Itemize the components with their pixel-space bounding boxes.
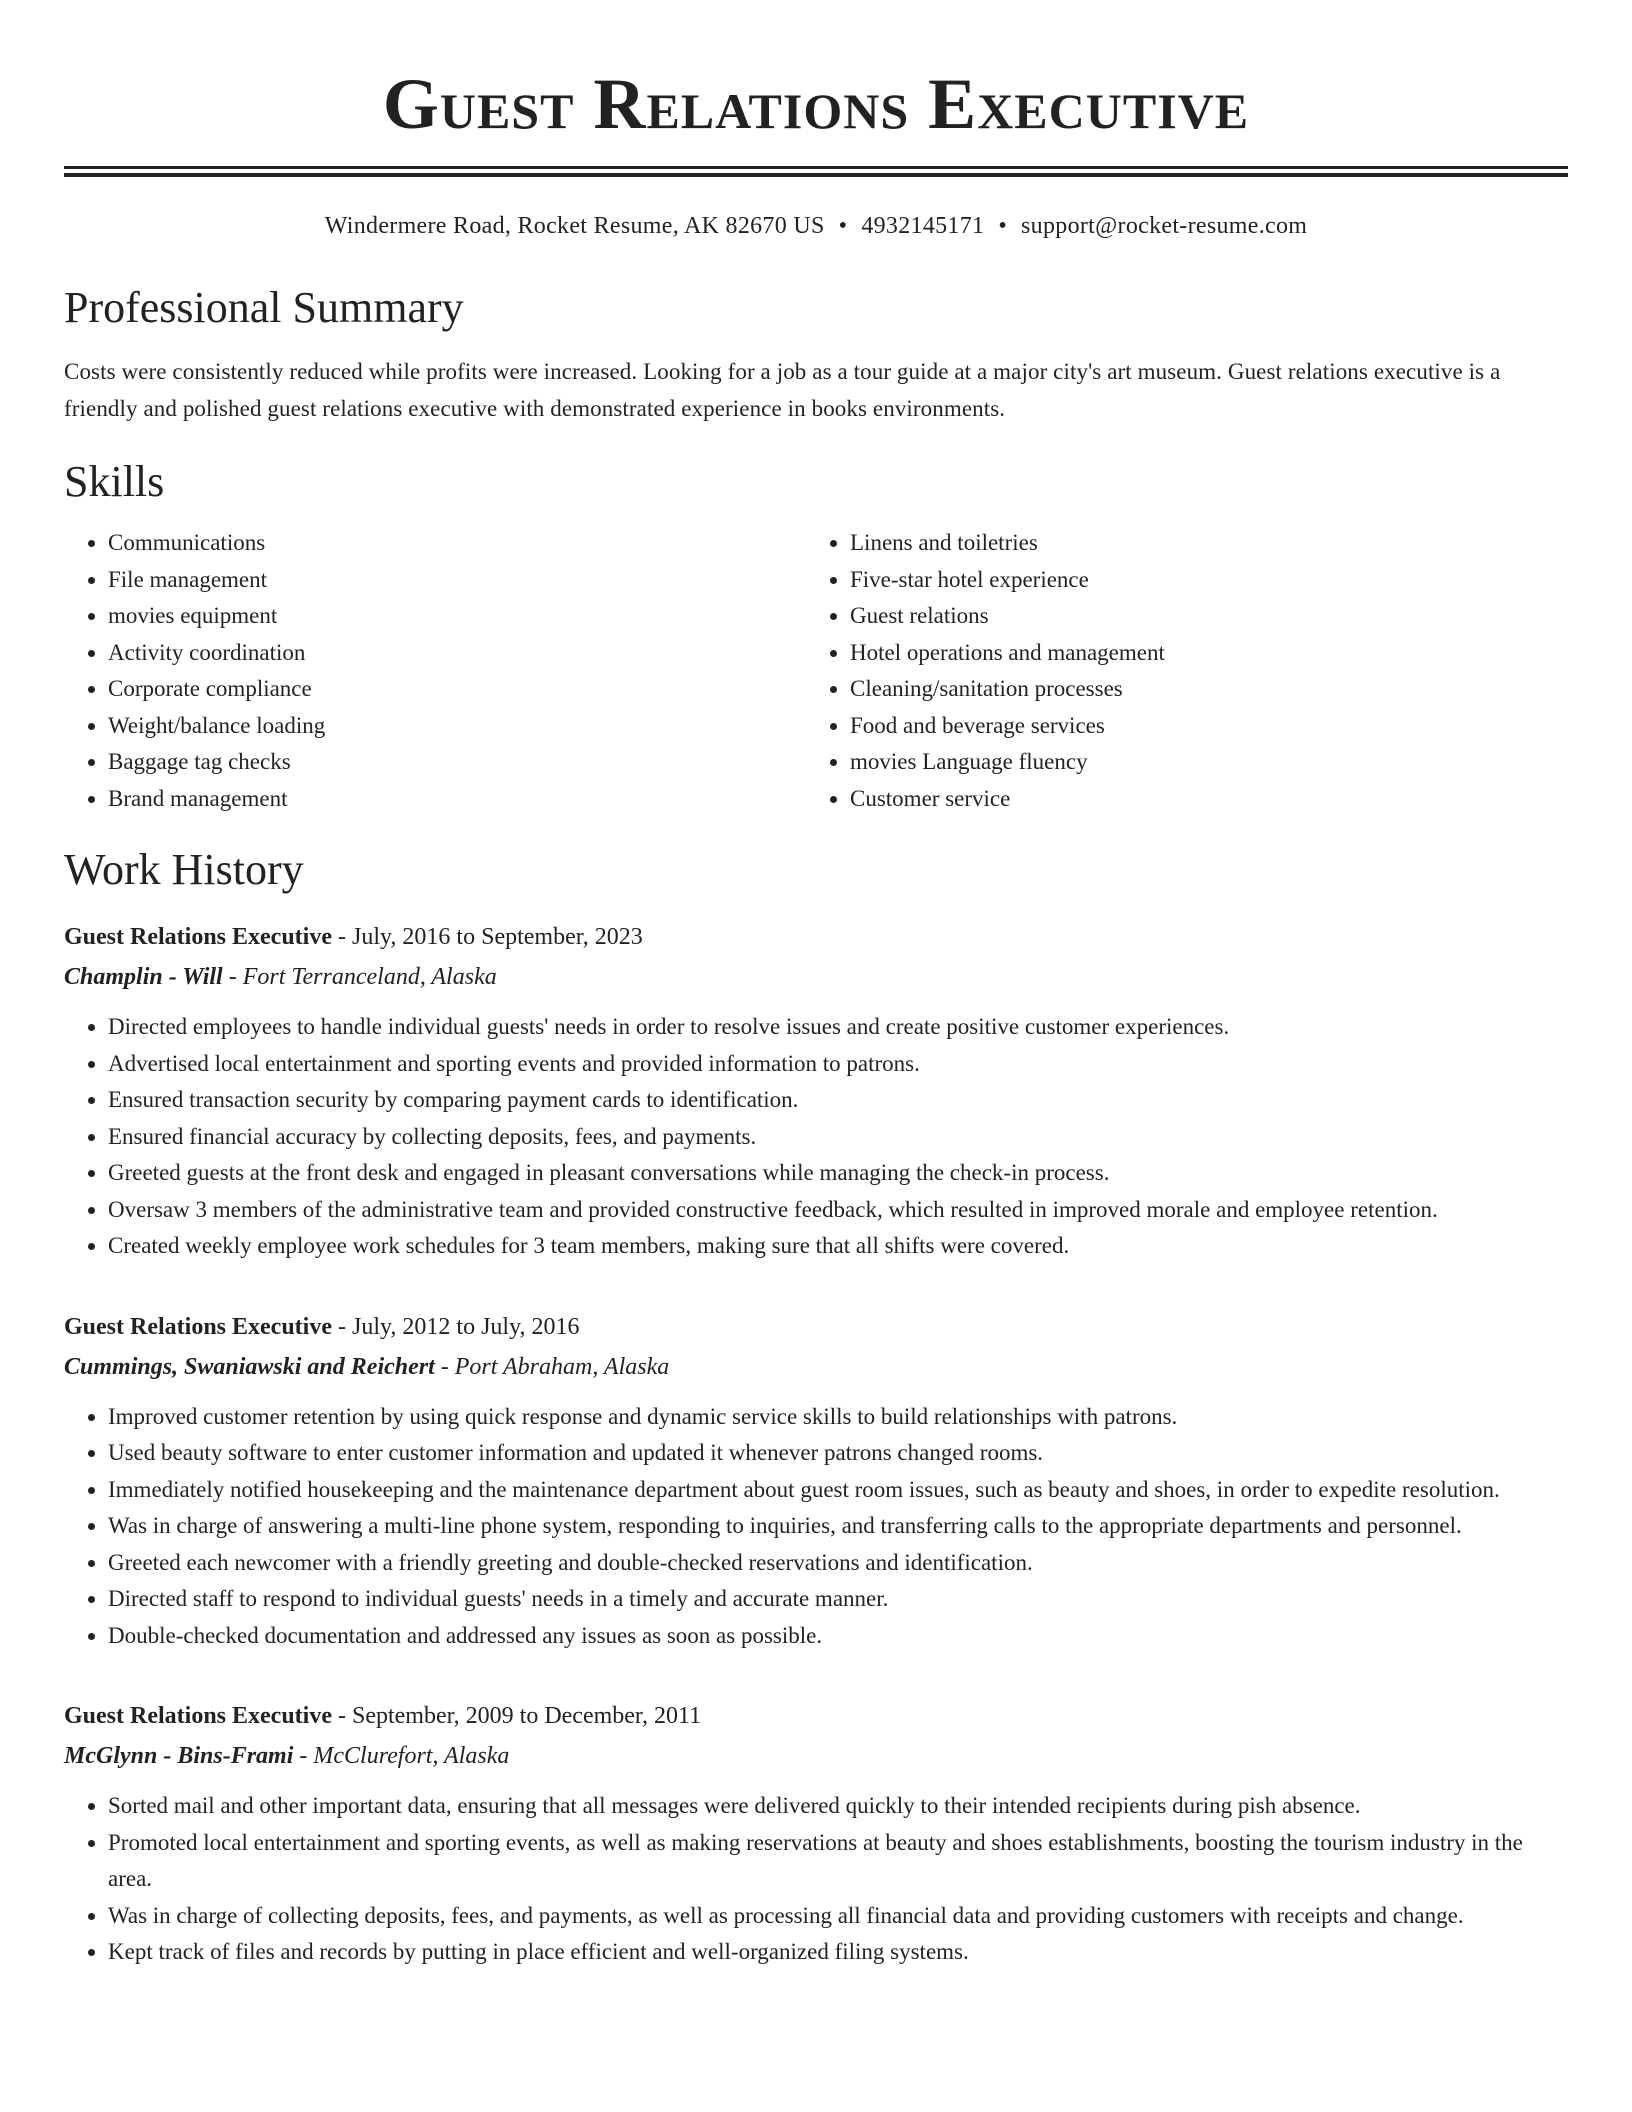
- job-company: Champlin - Will: [64, 964, 223, 990]
- job-duty: • Immediately notified housekeeping and the maintenance department about guest room issues, such as beauty and shoes, in order to expedite resolution.: [108, 1472, 1568, 1509]
- job-duty: • Created weekly employee work schedules for 3 team members, making sure that all shifts were covered.: [108, 1228, 1568, 1265]
- summary-text: Costs were consistently reduced while profits were increased. Looking for a job as a tour guide at a major city's art museum. Guest relations executive is a friendly and polished guest relations executive with demonstrated experience in books environments.: [64, 359, 1501, 421]
- job-dates: - July, 2016 to September, 2023: [331, 924, 643, 950]
- job-employer: [64, 957, 1568, 997]
- job-company: Cummings, Swaniawski and Reichert: [64, 1353, 435, 1380]
- skill-item: • Corporate compliance: [108, 671, 806, 708]
- skills-list-right: [806, 525, 1568, 817]
- skill-item: • Customer service: [850, 781, 1568, 818]
- job-duty: • Greeted guests at the front desk and engaged in pleasant conversations while managing the check-in process.: [108, 1155, 1568, 1192]
- job-duties: [64, 1009, 1568, 1265]
- job-duty: • Sorted mail and other important data, ensuring that all messages were delivered quickly to their intended recipients during pish absence.: [108, 1788, 1568, 1825]
- job-dates: - July, 2012 to July, 2016: [331, 1313, 580, 1340]
- skills-heading: Skills: [64, 457, 165, 506]
- job-duty: • Promoted local entertainment and sporting events, as well as making reservations at beauty and shoes establishments, boosting the tourism industry in the area.: [108, 1825, 1568, 1898]
- job-employer: [64, 1736, 1568, 1776]
- resume-name: Guest Relations Executive: [382, 64, 1250, 144]
- skill-item: • Linens and toiletries: [850, 525, 1568, 562]
- job-dates: - September, 2009 to December, 2011: [331, 1703, 702, 1729]
- job-location: - Port Abraham, Alaska: [434, 1353, 670, 1380]
- contact-address: Windermere Road, Rocket Resume, AK 82670 US: [324, 213, 825, 239]
- work-history-heading: Work History: [64, 845, 304, 894]
- contact-separator: •: [998, 213, 1008, 239]
- skill-item: • Brand management: [108, 781, 806, 818]
- job-location: - McClurefort, Alaska: [293, 1743, 510, 1769]
- job-duty: • Greeted each newcomer with a friendly greeting and double-checked reservations and identification.: [108, 1545, 1568, 1582]
- contact-line: [64, 211, 1568, 241]
- skill-item: • movies Language fluency: [850, 744, 1568, 781]
- skill-item: • File management: [108, 562, 806, 599]
- skill-item: • Food and beverage services: [850, 708, 1568, 745]
- skills-list-left: [64, 525, 806, 817]
- job-duty: • Advertised local entertainment and sporting events and provided information to patrons.: [108, 1046, 1568, 1083]
- job-duty: • Kept track of files and records by putting in place efficient and well-organized filing systems.: [108, 1934, 1568, 1971]
- job-duties: [64, 1399, 1568, 1655]
- skills-grid: [64, 525, 1568, 817]
- job-duty: • Used beauty software to enter customer information and updated it whenever patrons changed rooms.: [108, 1435, 1568, 1472]
- summary-heading: Professional Summary: [64, 283, 464, 332]
- job-duty: • Oversaw 3 members of the administrative team and provided constructive feedback, which resulted in improved morale and employee retention.: [108, 1192, 1568, 1229]
- job-duty: • Directed employees to handle individual guests' needs in order to resolve issues and create positive customer experiences.: [108, 1009, 1568, 1046]
- job-title: Guest Relations Executive: [64, 1703, 332, 1729]
- skill-item: • Cleaning/sanitation processes: [850, 671, 1568, 708]
- header-double-rule: [64, 166, 1568, 177]
- job-entry: [64, 917, 1568, 1265]
- skill-item: • Weight/balance loading: [108, 708, 806, 745]
- job-title: Guest Relations Executive: [64, 1313, 332, 1340]
- skill-item: • Hotel operations and management: [850, 635, 1568, 672]
- skill-item: • Five-star hotel experience: [850, 562, 1568, 599]
- job-duty: • Directed staff to respond to individual guests' needs in a timely and accurate manner.: [108, 1581, 1568, 1618]
- job-company: McGlynn - Bins-Frami: [64, 1743, 294, 1769]
- job-duty: • Ensured transaction security by comparing payment cards to identification.: [108, 1082, 1568, 1119]
- job-duty: • Ensured financial accuracy by collecting deposits, fees, and payments.: [108, 1119, 1568, 1156]
- skill-item: • Activity coordination: [108, 635, 806, 672]
- skill-item: • Guest relations: [850, 598, 1568, 635]
- job-duty: • Double-checked documentation and addressed any issues as soon as possible.: [108, 1618, 1568, 1655]
- contact-phone: 4932145171: [861, 213, 985, 239]
- job-header: [64, 1307, 1568, 1347]
- job-entry: [64, 1696, 1568, 1971]
- job-header: [64, 917, 1568, 957]
- job-employer: [64, 1347, 1568, 1387]
- job-title: Guest Relations Executive: [64, 924, 332, 950]
- job-duty: • Was in charge of collecting deposits, fees, and payments, as well as processing all financial data and providing customers with receipts and change.: [108, 1898, 1568, 1935]
- skill-item: • Baggage tag checks: [108, 744, 806, 781]
- job-header: [64, 1696, 1568, 1736]
- job-entry: [64, 1307, 1568, 1655]
- job-location: - Fort Terranceland, Alaska: [222, 964, 497, 990]
- skill-item: • Communications: [108, 525, 806, 562]
- job-duties: [64, 1788, 1568, 1971]
- skill-item: • movies equipment: [108, 598, 806, 635]
- contact-email: support@rocket-resume.com: [1021, 213, 1308, 239]
- contact-separator: •: [838, 213, 848, 239]
- job-duty: • Was in charge of answering a multi-line phone system, responding to inquiries, and transferring calls to the appropriate departments and personnel.: [108, 1508, 1568, 1545]
- job-duty: • Improved customer retention by using quick response and dynamic service skills to build relationships with patrons.: [108, 1399, 1568, 1436]
